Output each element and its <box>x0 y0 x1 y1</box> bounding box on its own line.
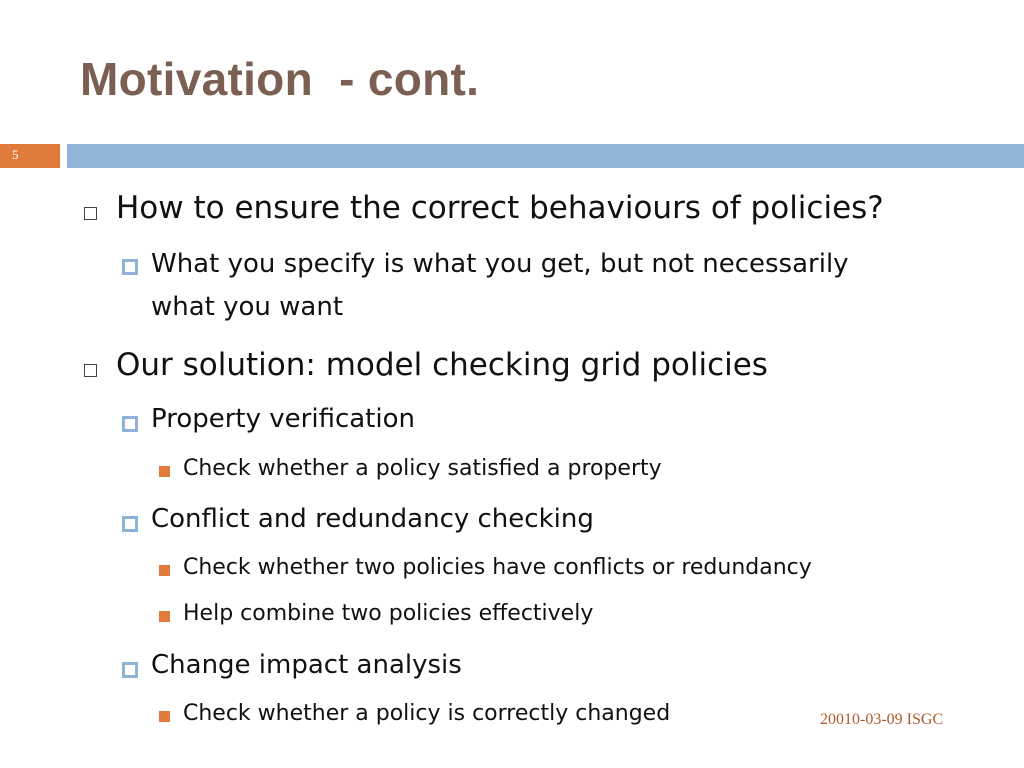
bullet-item: Our solution: model checking grid policies <box>116 347 768 383</box>
bullet-item: Conflict and redundancy checking <box>151 504 594 534</box>
blue-square-bullet-icon <box>122 516 138 532</box>
bullet-item: Check whether a policy satisfied a property <box>183 456 662 481</box>
bullet-item: Check whether two policies have conflicts or redundancy <box>183 555 812 580</box>
blue-square-bullet-icon <box>122 416 138 432</box>
slide-number: 5 <box>12 147 19 162</box>
blue-square-bullet-icon <box>122 662 138 678</box>
orange-square-bullet-icon <box>159 611 170 622</box>
orange-square-bullet-icon <box>159 711 170 722</box>
slide-title: Motivation - cont. <box>80 53 480 105</box>
orange-square-bullet-icon <box>159 565 170 576</box>
bullet-item: How to ensure the correct behaviours of policies? <box>116 190 884 226</box>
hollow-square-bullet-icon <box>84 207 97 220</box>
bullet-item-continuation: what you want <box>151 292 344 322</box>
blue-square-bullet-icon <box>122 259 138 275</box>
bullet-item: Check whether a policy is correctly changed <box>183 701 671 726</box>
bullet-item: What you specify is what you get, but not necessarily <box>151 249 849 279</box>
bullet-item: Help combine two policies effectively <box>183 601 594 626</box>
footer-date: 20010-03-09 ISGC <box>820 711 944 728</box>
orange-square-bullet-icon <box>159 466 170 477</box>
hollow-square-bullet-icon <box>84 364 97 377</box>
bullet-item: Change impact analysis <box>151 650 462 680</box>
bullet-item: Property verification <box>151 404 415 434</box>
